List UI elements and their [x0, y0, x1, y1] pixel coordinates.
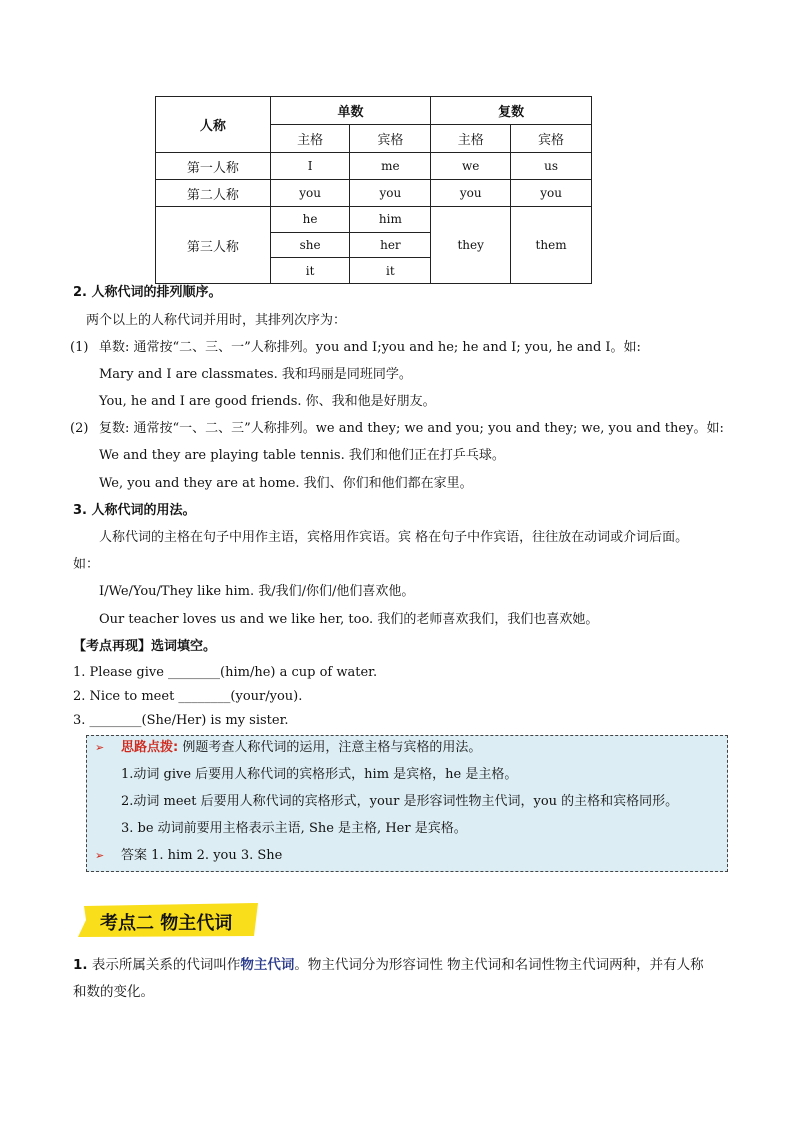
table-cell-split — [350, 207, 431, 284]
table-cell-split — [270, 207, 350, 284]
table-cell: I — [270, 153, 350, 180]
table-cell: you — [511, 180, 592, 207]
exercise-heading: 【考点再现】选词填空。 — [73, 639, 217, 654]
table-row-header: 第三人称 — [156, 207, 271, 284]
key-term: 物主代词 — [240, 957, 295, 973]
tip-text: 例题考查人称代词的运用，注意主格与宾格的用法。 — [182, 740, 482, 755]
table-cell: them — [511, 207, 592, 284]
paragraph: 人称代词的主格在句子中用作主语，宾格用作宾语。宾 格在句子中作宾语，往往放在动词或介词后面。 — [99, 530, 689, 545]
example-sentence: We and they are playing table tennis. 我们和他们正在打乒乓球。 — [99, 448, 505, 463]
example-sentence: Mary and I are classmates. 我和玛丽是同班同学。 — [99, 367, 412, 382]
table-cell: it — [271, 257, 350, 283]
section-heading: 3. 人称代词的用法。 — [73, 503, 196, 518]
paragraph: 两个以上的人称代词并用时，其排列次序为： — [86, 313, 347, 328]
example-sentence: Our teacher loves us and we like her, too. 我们的老师喜欢我们，我们也喜欢她。 — [99, 612, 599, 627]
arrow-icon: ➢ — [95, 741, 105, 754]
exercise-question: 2. Nice to meet ________(your/you). — [73, 689, 303, 704]
example-sentence: We, you and they are at home. 我们、你们和他们都在家里。 — [99, 476, 473, 491]
table-corner-header: 人称 — [156, 97, 271, 153]
exercise-question: 1. Please give ________(him/he) a cup of water. — [73, 665, 378, 680]
paragraph: 和数的变化。 — [73, 984, 154, 1000]
tip-label: 思路点拨: — [121, 740, 179, 755]
table-subheader: 主格 — [270, 125, 350, 153]
table-row-header: 第二人称 — [156, 180, 271, 207]
paragraph-number: 1. — [73, 957, 88, 973]
example-sentence: I/We/You/They like him. 我/我们/你们/他们喜欢他。 — [99, 584, 415, 599]
tip-text: 2.动词 meet 后要用人称代词的宾格形式，your 是形容词性物主代词，you 的主格和宾格同形。 — [121, 794, 679, 809]
table-row — [156, 153, 592, 180]
table-cell: we — [431, 153, 511, 180]
table-row-header: 第一人称 — [156, 153, 271, 180]
section-heading: 2. 人称代词的排列顺序。 — [73, 285, 222, 300]
list-item: 单数: 通常按“二、三、一”人称排列。you and I;you and he; he and I; you, he and I。如: — [99, 340, 641, 355]
answer-text: 答案 1. him 2. you 3. She — [121, 848, 283, 863]
table-row — [156, 180, 592, 207]
table-cell: him — [378, 212, 402, 227]
table-singular-header: 单数 — [270, 97, 431, 125]
paragraph-text: 表示所属关系的代词叫作 — [87, 957, 241, 973]
table-subheader: 宾格 — [350, 125, 431, 153]
list-item: 复数: 通常按“一、二、三”人称排列。we and they; we and you; you and they; we, you and they。如: — [99, 421, 724, 436]
pronoun-table — [155, 96, 592, 284]
table-cell: her — [350, 232, 430, 258]
table-cell: you — [431, 180, 511, 207]
table-cell: you — [350, 180, 431, 207]
table-cell: me — [350, 153, 431, 180]
table-plural-header: 复数 — [431, 97, 592, 125]
paragraph-text: 。物主代词分为形容词性 物主代词和名词性物主代词两种，并有人称 — [294, 957, 704, 973]
section-title: 考点二 物主代词 — [100, 913, 233, 934]
example-sentence: You, he and I are good friends. 你、我和他是好朋友。 — [99, 394, 436, 409]
table-cell: us — [511, 153, 592, 180]
table-cell: you — [270, 180, 350, 207]
table-cell: he — [302, 212, 318, 227]
section-banner — [76, 902, 260, 938]
arrow-icon: ➢ — [95, 849, 105, 862]
table-row — [156, 207, 592, 284]
list-marker: (1) — [70, 340, 89, 355]
table-cell: they — [431, 207, 511, 284]
list-marker: (2) — [70, 421, 89, 436]
table-subheader: 宾格 — [511, 125, 592, 153]
exercise-question: 3. ________(She/Her) is my sister. — [73, 713, 289, 728]
tip-box — [86, 735, 728, 872]
paragraph — [73, 956, 704, 974]
table-subheader: 主格 — [431, 125, 511, 153]
paragraph: 如： — [73, 557, 100, 572]
table-cell: she — [271, 232, 350, 258]
tip-text: 1.动词 give 后要用人称代词的宾格形式，him 是宾格，he 是主格。 — [121, 767, 518, 782]
table-cell: it — [350, 257, 430, 283]
tip-text: 3. be 动词前要用主格表示主语, She 是主格, Her 是宾格。 — [121, 821, 467, 836]
